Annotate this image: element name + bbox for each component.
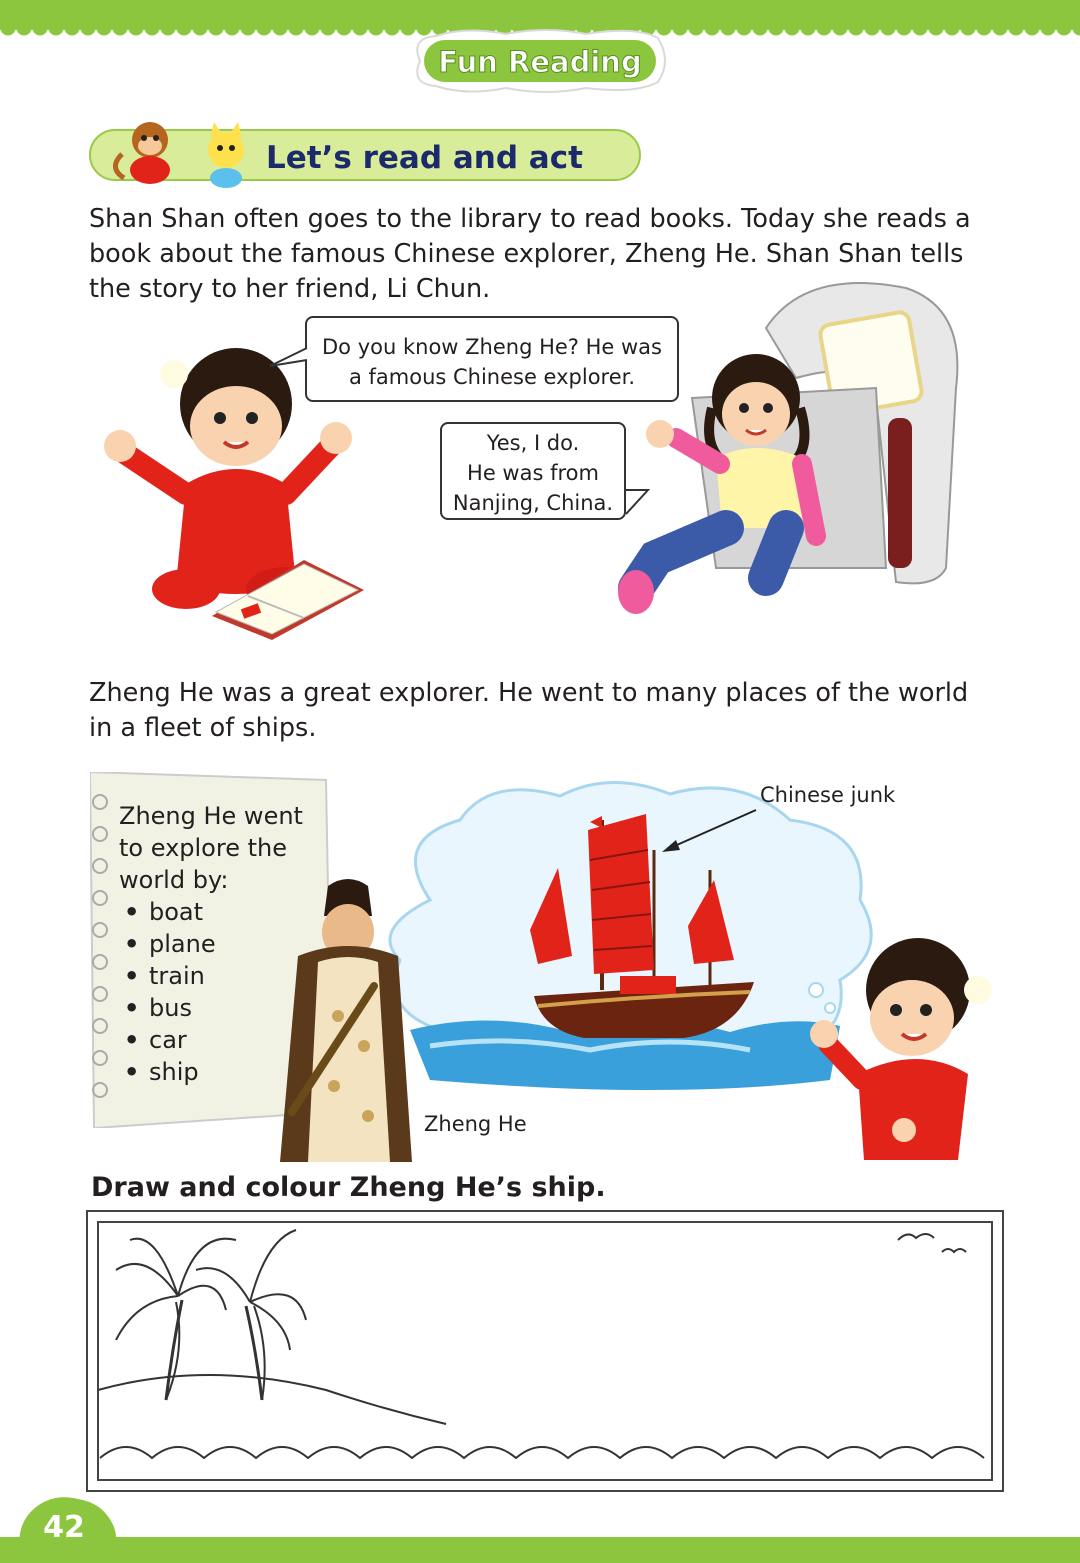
fun-reading-header — [406, 28, 674, 94]
junk-pointer-arrow — [660, 808, 760, 854]
intro-paragraph: Shan Shan often goes to the library to read books. Today she reads a book about the famous Chinese explorer, Zheng He. Shan Shan tells the story to her friend, Li Chun. — [89, 204, 971, 304]
shan-shan-thinking-illustration — [808, 934, 1008, 1164]
page-number: 42 — [43, 1510, 85, 1545]
bubble1-line2: a famous Chinese explorer. — [348, 365, 636, 389]
quiz-line1: Zheng He went — [119, 802, 303, 830]
bubble2-line2: He was from — [467, 461, 599, 485]
quiz-options — [124, 896, 216, 1088]
speech-bubble-li-chun — [440, 422, 626, 520]
fleet-paragraph: Zheng He was a great explorer. He went to many places of the world in a fleet of ships. — [89, 678, 969, 743]
option-plane[interactable]: • plane — [124, 928, 216, 960]
bubble1-line1: Do you know Zheng He? He was — [322, 335, 662, 359]
bubble2-tail — [624, 488, 650, 518]
section-title: Let’s read and act — [266, 140, 583, 176]
page-number-badge — [14, 1493, 122, 1555]
quiz-line3: world by: — [119, 866, 229, 894]
label-zheng-he: Zheng He — [424, 1112, 527, 1136]
drawing-area[interactable] — [86, 1210, 1004, 1492]
bubble2-line1: Yes, I do. — [486, 431, 580, 455]
quiz-line2: to explore the — [119, 834, 287, 862]
top-border — [0, 0, 1080, 30]
option-boat[interactable]: • boat — [124, 896, 216, 928]
header-title: Fun Reading — [438, 45, 642, 79]
section-banner — [88, 118, 648, 196]
open-book-illustration — [208, 556, 368, 642]
bottom-border — [0, 1537, 1080, 1563]
activity-title: Draw and colour Zheng He’s ship. — [91, 1172, 606, 1203]
option-bus[interactable]: • bus — [124, 992, 216, 1024]
label-chinese-junk: Chinese junk — [760, 783, 896, 807]
option-train[interactable]: • train — [124, 960, 216, 992]
zheng-he-illustration — [278, 876, 418, 1168]
option-ship[interactable]: • ship — [124, 1056, 216, 1088]
bubble2-line3: Nanjing, China. — [452, 491, 614, 515]
speech-bubble-shan-shan — [305, 316, 679, 402]
quiz-prompt — [119, 800, 303, 896]
option-car[interactable]: • car — [124, 1024, 216, 1056]
bubble1-tail — [268, 346, 308, 370]
